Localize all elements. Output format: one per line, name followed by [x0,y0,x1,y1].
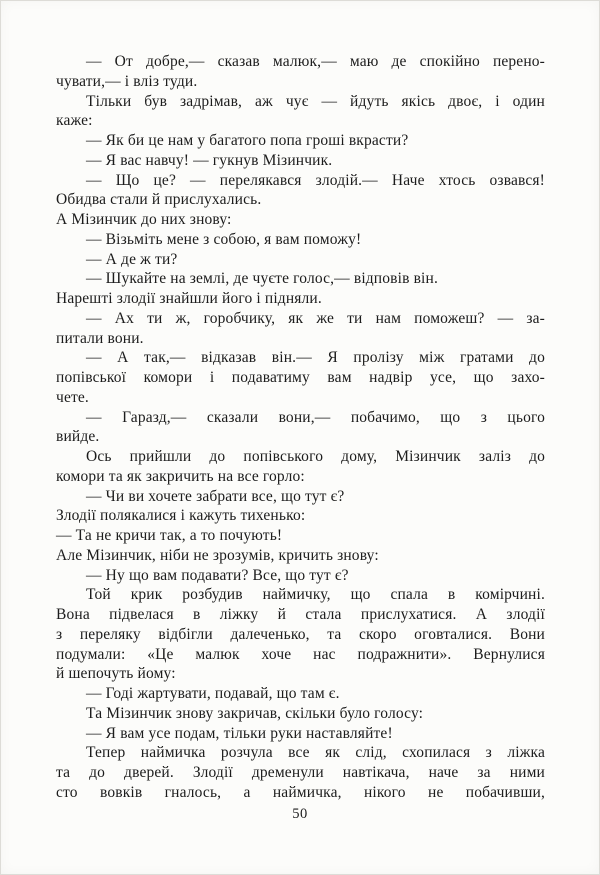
text-line: Тільки був задрімав, аж чує — йдуть якісь двоє, і один [86,92,545,110]
text-line: — Шукайте на землі, де чуєте голос,— відповів він. [86,270,438,288]
text-line: — Годі жартувати, подавай, що там є. [86,685,340,702]
text-line: Тепер наймичка розчула все як слід, схопилася з ліжка [86,744,545,762]
text-line: — Гаразд,— сказали вони,— побачимо, що з цього [86,408,545,426]
text-line: комори та як закричить на все горло: [56,467,305,485]
text-line: Злодії полякалися і кажуть тихенько: [56,507,306,525]
text-line: — Візьміть мене з собою, я вам поможу! [86,230,362,248]
text-line: з переляку відбігли далеченько, та скоро оговталися. Вони [56,625,545,643]
text-line: — От добре,— сказав малюк,— маю де спокійно перено- [86,53,545,70]
text-line: — Я вам усе подам, тільки руки наставляйте! [86,724,393,742]
text-line: — Як би це нам у багатого попа гроші вкрасти? [86,132,409,149]
text-line: А Мізинчик до них знову: [56,211,232,228]
text-block [56,52,545,803]
text-line: Та Мізинчик знову закричав, скільки було голосу: [86,704,424,722]
text-line: Але Мізинчик, ніби не зрозумів, кричить знову: [56,546,379,564]
text-line: — А так,— відказав він.— Я пролізу між гратами до [86,349,545,367]
text-line: — А де ж ти? [86,250,178,268]
text-line: сто вовків гналось, а наймичка, нікого не побачивши, [56,783,545,801]
text-line: й шепочуть йому: [56,665,176,683]
text-line: питали вони. [56,329,144,347]
text-line: Той крик розбудив наймичку, що спала в комірчині. [86,586,545,604]
text-line: Нарешті злодії знайшли його і підняли. [56,290,322,307]
page-number: 50 [292,806,308,822]
text-line: подумали: «Це малюк хоче нас подражнити». Вернулися [56,645,545,663]
text-line: Обидва стали й прислухались. [56,191,262,209]
text-line: попівської комори і подаватиму вам надвір усе, що захо- [56,369,545,386]
text-line: чувати,— і вліз туди. [56,72,198,90]
text-line: чете. [56,388,89,406]
text-line: — Що це? — перелякався злодій.— Наче хтось озвався! [86,171,545,189]
text-line: — Я вас навчу! — гукнув Мізинчик. [86,151,333,169]
text-line: вийде. [56,428,100,446]
text-line: каже: [56,112,93,130]
text-line: — Ну що вам подавати? Все, що тут є? [86,566,349,584]
text-line: Вона підвелася в ліжку й стала прислухатися. А злодії [56,606,545,623]
text-line: Ось прийшли до попівського дому, Мізинчик заліз до [86,448,545,465]
text-line: та до дверей. Злодії дременули навтікача, наче за ними [56,764,545,781]
text-line: — Та не кричи так, а то почують! [56,527,283,544]
text-line: — Ах ти ж, горобчику, як же ти нам поможеш? — за- [86,309,545,327]
text-line: — Чи ви хочете забрати все, що тут є? [86,487,345,505]
